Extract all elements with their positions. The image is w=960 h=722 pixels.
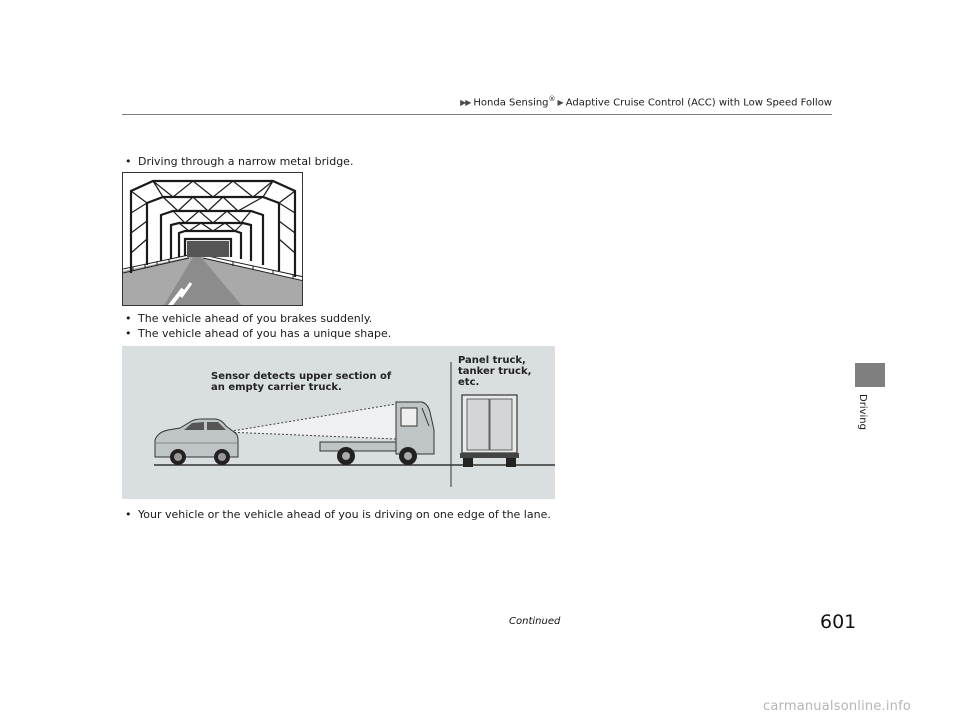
bullet-text: The vehicle ahead of you has a unique shape. (138, 327, 392, 340)
chapter-tab (855, 363, 885, 387)
breadcrumb-arrows: ▶▶ (460, 98, 471, 108)
suv-drawing (155, 419, 238, 465)
list-item (125, 508, 551, 521)
breadcrumb-section: Honda Sensing (473, 97, 549, 109)
sensor-label: Sensor detects upper section of an empty carrier truck. (211, 371, 392, 393)
bullet-text: Driving through a narrow metal bridge. (138, 155, 354, 168)
list-item (125, 327, 391, 340)
bullet-dot: • (125, 508, 132, 521)
continued-label: Continued (509, 616, 561, 627)
breadcrumb (460, 95, 832, 108)
chapter-label: Driving (857, 394, 868, 430)
bridge-illustration (122, 172, 303, 306)
bullet-dot: • (125, 155, 132, 168)
breadcrumb-subsection: Adaptive Cruise Control (ACC) with Low Speed Follow (565, 97, 832, 109)
panel-truck-drawing (460, 395, 519, 467)
list-item (125, 312, 372, 325)
sensor-diagram (122, 346, 555, 499)
bullet-text: Your vehicle or the vehicle ahead of you is driving on one edge of the lane. (138, 508, 551, 521)
registered-mark: ® (548, 95, 556, 103)
watermark: carmanualsonline.info (763, 699, 912, 714)
bridge-drawing (123, 173, 303, 306)
header-rule (122, 114, 832, 115)
bullet-dot: • (125, 312, 132, 325)
bullet-text: The vehicle ahead of you brakes suddenly. (138, 312, 373, 325)
panel-truck-label: Panel truck, tanker truck, etc. (458, 355, 532, 388)
breadcrumb-arrow: ▶ (557, 98, 563, 108)
page-number: 601 (820, 611, 857, 633)
bullet-dot: • (125, 327, 132, 340)
list-item (125, 155, 353, 168)
